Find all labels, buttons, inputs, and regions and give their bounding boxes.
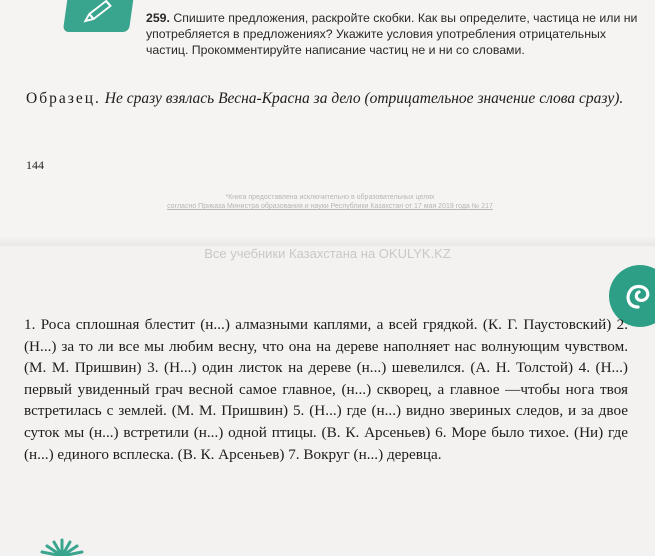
task-badge — [63, 0, 135, 32]
footnote-line2: согласно Приказа Министра образования и науки Республики Казахстан от 17 мая 2019 года № 217 — [167, 203, 493, 210]
task-text: Спишите предложения, раскройте скобки. Как вы определите, частица не или ни употребляется в предложениях? Укажите условия употребления отрицательных частиц. Прокомментируйте написание частиц не и ни со словами. — [146, 11, 638, 57]
footnote — [80, 193, 580, 211]
sample-block — [26, 88, 636, 110]
textbook-page-top — [0, 0, 655, 243]
footnote-line1: *Книга предоставлена исключительно в образовательных целях — [225, 194, 435, 201]
pen-icon — [82, 0, 116, 24]
watermark: Все учебники Казахстана на OKULYK.KZ — [204, 246, 451, 261]
page-divider — [0, 236, 655, 246]
page-number: 144 — [26, 158, 44, 172]
exercise-text: 1. Роса сплошная блестит (н...) алмазными каплями, а всей грядкой. (К. Г. Паустовский) 2. (Н...) за то ли все мы любим весну, что она на дереве наполняет нас волнующим чувством. (М. М. Пришвин) 3. (Н...) один листок на дереве (н...) шевелился. (А. Н. Толстой) 4. (Н...) первый увиденный грач весной самое главное, (н...) скворец, а главное —чтобы нога твоя встретилась с землей. (М. М. Пришвин) 5. (Н...) где (н...) видно звериных следов, и за двое суток мы (н...) встретили (н...) одной птицы. (В. К. Арсеньев) 6. Море было тихое. (Ни) где (н...) единого всплеска. (В. К. Арсеньев) 7. Вокруг (н...) деревца. — [24, 316, 628, 463]
spiral-logo-icon — [620, 279, 655, 313]
sample-label: Образец. — [26, 90, 101, 107]
sample-text: Не сразу взялась Весна-Красна за дело (отрицательное значение слова сразу). — [104, 90, 624, 107]
task-instruction — [146, 10, 640, 58]
task-number: 259. — [146, 11, 170, 25]
decorative-rays-icon — [32, 536, 92, 556]
